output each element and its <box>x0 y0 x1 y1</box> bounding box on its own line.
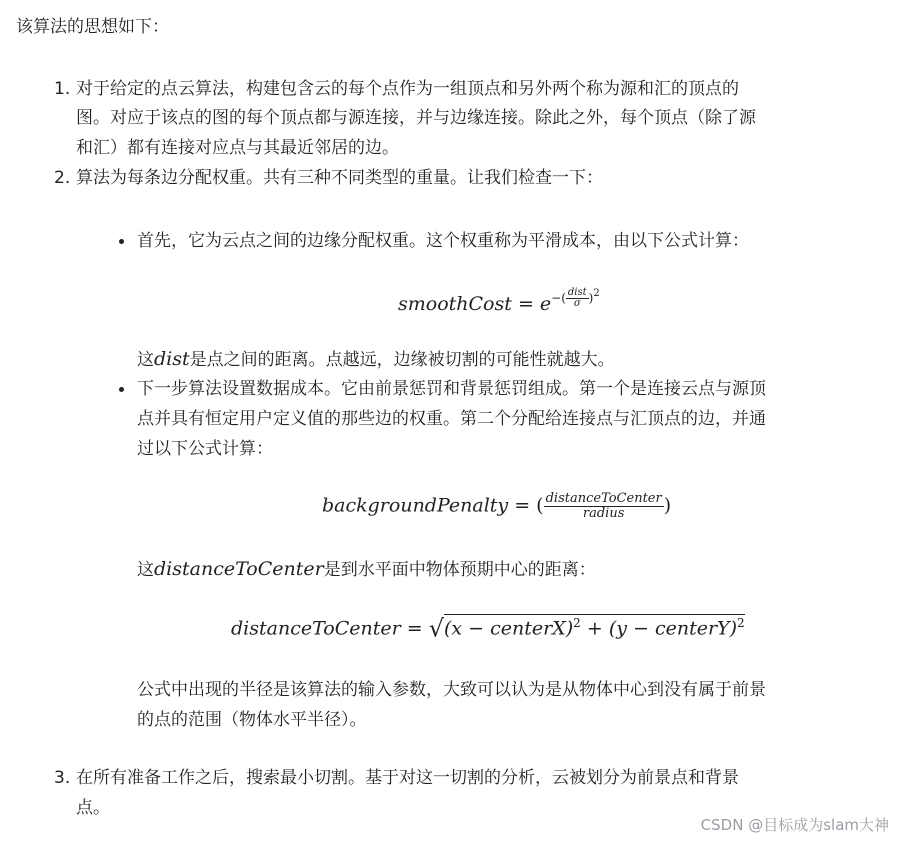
sqrt-icon: √ <box>428 614 445 643</box>
bullet2-line1: 下一步算法设置数据成本。它由前景惩罚和背景惩罚组成。第一个是连接云点与源顶 <box>137 379 766 399</box>
bullet2-para-line1: 公式中出现的半径是该算法的输入参数，大致可以认为是从物体中心到没有属于前景 <box>137 680 766 700</box>
formula-smooth-cost <box>398 288 600 315</box>
list-number-2: 2. <box>54 168 71 188</box>
formula-frac-num: distanceToCenter <box>545 491 662 506</box>
bullet2-para-line2: 的点的范围（物体水平半径）。 <box>137 710 367 730</box>
formula-frac-den: radius <box>582 506 625 521</box>
formula-pow1: 2 <box>573 616 581 630</box>
bullet2-note <box>137 557 596 582</box>
note-suffix: 是点之间的距离。点越远，边缘被切割的可能性就越大。 <box>189 350 615 370</box>
note-var-distance: distanceToCenter <box>154 558 324 580</box>
formula-lhs: distanceToCenter <box>231 617 401 640</box>
csdn-watermark: CSDN @目标成为slam大神 <box>700 816 889 834</box>
bullet-dot <box>119 239 124 244</box>
formula-part2: (y − centerY) <box>608 617 738 640</box>
bullet1-line1: 首先，它为云点之间的边缘分配权重。这个权重称为平滑成本，由以下公式计算： <box>137 231 749 251</box>
formula-exp-power: 2 <box>593 288 600 299</box>
item3-line2: 点。 <box>76 798 110 818</box>
formula-open-paren: ( <box>536 494 544 517</box>
note-prefix: 这 <box>137 350 154 370</box>
formula-distance-to-center <box>231 614 745 642</box>
note-var-dist: dist <box>154 348 190 370</box>
formula-part1: (x − centerX) <box>444 617 574 640</box>
item1-line2: 图。对应于该点的图的每个顶点都与源连接，并与边缘连接。除此之外，每个顶点（除了源 <box>76 108 756 128</box>
intro-text: 该算法的思想如下： <box>16 17 169 37</box>
formula-pow2: 2 <box>737 616 745 630</box>
formula-equals: = <box>514 494 531 517</box>
item3-line1: 在所有准备工作之后，搜索最小切割。基于对这一切割的分析，云被划分为前景点和背景 <box>76 768 739 788</box>
list-number-1: 1. <box>54 79 71 99</box>
item1-line1: 对于给定的点云算法，构建包含云的每个点作为一组顶点和另外两个称为源和汇的顶点的 <box>76 79 739 99</box>
formula-base: e <box>539 293 552 315</box>
formula-lhs: backgroundPenalty <box>322 494 509 517</box>
formula-lhs: smoothCost <box>398 293 512 315</box>
formula-close-paren: ) <box>663 494 672 517</box>
formula-exp-close: ) <box>588 291 594 305</box>
formula-background-penalty <box>322 492 671 521</box>
formula-exp-den: σ <box>573 298 581 309</box>
bullet2-line3: 过以下公式计算： <box>137 439 273 459</box>
formula-equals: = <box>406 617 423 640</box>
formula-exp-open: −( <box>551 291 566 305</box>
item1-line3: 和汇）都有连接对应点与其最近邻居的边。 <box>76 138 399 158</box>
note-prefix: 这 <box>137 560 154 580</box>
bullet-dot <box>119 387 124 392</box>
list-number-3: 3. <box>54 768 71 788</box>
formula-plus: + <box>586 617 603 640</box>
formula-exp-num: dist <box>567 287 587 298</box>
formula-equals: = <box>517 293 534 315</box>
item2-line1: 算法为每条边分配权重。共有三种不同类型的重量。让我们检查一下： <box>76 168 603 188</box>
bullet1-note <box>137 347 615 372</box>
note-suffix: 是到水平面中物体预期中心的距离： <box>323 560 596 580</box>
bullet2-line2: 点并具有恒定用户定义值的那些边的权重。第二个分配给连接点与汇顶点的边，并通 <box>137 409 766 429</box>
